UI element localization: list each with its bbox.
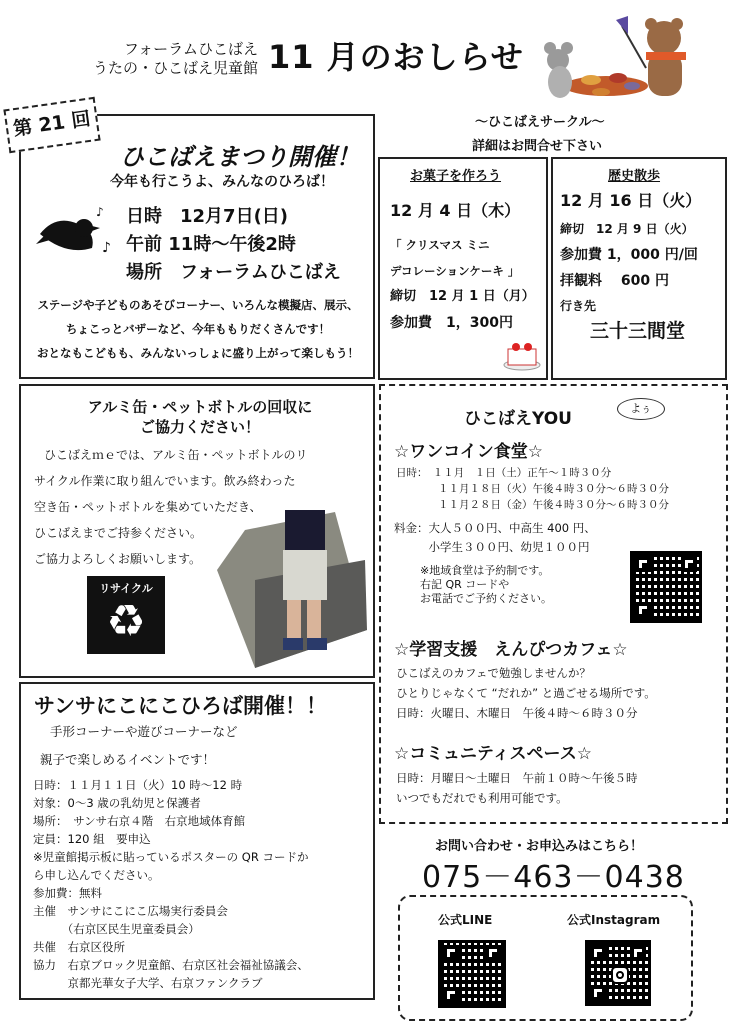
onecoin-note-3: お電話でご予約ください。 xyxy=(420,592,552,605)
sansa-title: サンサにこにこひろば開催！！ xyxy=(34,694,327,718)
festival-place: 場所 フォーラムひこばえ xyxy=(126,262,341,283)
sansa-detail-line: 日時：１１月１１日（火）10 時～12 時 xyxy=(33,778,243,792)
circle-title: ～ひこばえサークル～ xyxy=(475,115,605,130)
festival-desc-3: おとなもこどもも、みんないっしょに盛り上がって楽しもう！ xyxy=(37,346,359,360)
instagram-icon xyxy=(611,966,629,984)
onecoin-date-3: １１月２８日（金）午後４時３０分～６時３０分 xyxy=(396,499,669,511)
festival-desc-1: ステージや子どものあそびコーナー、いろんな模擬店、展示、 xyxy=(37,298,359,312)
you-title: ひこばえYOU xyxy=(464,409,572,429)
sweets-details xyxy=(390,196,535,336)
sweets-date: 12 月 4 日（木） xyxy=(390,201,521,220)
onecoin-note-1: ※地域食堂は予約制です。 xyxy=(420,564,550,577)
org-name xyxy=(82,40,258,78)
sansa-detail-line: 共催 右京区役所 xyxy=(33,940,125,954)
recycle-logo-text: リサイクル xyxy=(99,582,153,595)
sweets-item-2: デコレーションケーキ 」 xyxy=(390,264,520,278)
recycle-text-2: サイクル作業に取り組んでいます。飲み終わった xyxy=(34,474,296,488)
page-title: 11 月のおしらせ xyxy=(268,38,524,76)
line-qr-code[interactable] xyxy=(438,940,506,1008)
sansa-detail-line: 主催 サンサにこにこ広場実行委員会 xyxy=(33,904,228,918)
sansa-detail-line: 参加費：無料 xyxy=(33,886,102,900)
history-details xyxy=(560,186,701,344)
festival-details xyxy=(126,203,341,287)
sweets-fee: 参加費 1，300円 xyxy=(390,315,513,331)
onecoin-fee-1: 料金：大人５００円、中高生 400 円、 xyxy=(394,521,596,535)
edition-badge: 第 21 回 xyxy=(3,97,100,153)
onecoin-schedule xyxy=(396,465,669,513)
contact-label: お問い合わせ・お申込みはこちら！ xyxy=(435,839,644,854)
autumn-animals-illustration xyxy=(536,8,706,108)
study-line-1: ひこばえのカフェで勉強しませんか？ xyxy=(396,666,591,680)
speech-bubble: よぅ xyxy=(617,398,665,420)
onecoin-note-2: 右記 QR コードや xyxy=(420,578,510,591)
sansa-detail-line: ら申し込んでください。 xyxy=(33,868,160,882)
onecoin-fees xyxy=(394,519,596,557)
onecoin-note xyxy=(420,564,552,606)
sweets-title: お菓子を作ろう xyxy=(410,169,502,184)
sansa-intro-1: 手形コーナーや遊びコーナーなど xyxy=(50,724,238,739)
org-line2: うたの・ひこばえ児童館 xyxy=(92,59,258,77)
sansa-details xyxy=(33,776,309,992)
circle-note: 詳細はお問合せ下さい xyxy=(472,139,603,154)
org-line1: フォーラムひこばえ xyxy=(123,40,258,58)
svg-text:♪: ♪ xyxy=(96,205,104,219)
sansa-intro-2: 親子で楽しめるイベントです！ xyxy=(40,752,216,767)
recycle-text-5: ご協力よろしくお願いします。 xyxy=(34,552,202,566)
sansa-detail-line: 協力 右京ブロック児童館、右京区社会福祉協議会、 xyxy=(33,958,309,972)
svg-text:♪: ♪ xyxy=(102,240,111,256)
sansa-detail-line: 定員：120 組 要申込 xyxy=(33,832,151,846)
festival-description xyxy=(30,293,366,365)
history-fee: 参加費 1，000 円/回 xyxy=(560,247,698,263)
child-photo xyxy=(215,510,370,670)
sansa-detail-line: ※児童館掲示板に貼っているポスターの QR コードか xyxy=(33,850,309,864)
sansa-detail-line: 場所： サンサ右京４階 右京地域体育館 xyxy=(33,814,246,828)
community-line-1: 日時：月曜日～土曜日 午前１０時～午後５時 xyxy=(396,771,638,785)
festival-time: 午前 11時～午後2時 xyxy=(126,234,296,255)
reservation-qr-code[interactable] xyxy=(630,551,702,623)
cake-icon xyxy=(502,333,542,373)
community-title: ☆コミュニティスペース☆ xyxy=(394,744,592,764)
recycle-title-2: ご協力ください！ xyxy=(139,418,260,436)
recycle-text-1: ひこばえｍｅでは、アルミ缶・ペットボトルのリ xyxy=(44,448,308,462)
history-date: 12 月 16 日（火） xyxy=(560,191,702,210)
recycle-text-3: 空き缶・ペットボトルを集めていただき、 xyxy=(34,500,262,514)
onecoin-title: ☆ワンコイン食堂☆ xyxy=(394,442,543,462)
recycle-title xyxy=(50,397,350,437)
festival-title: ひこばえまつり開催！ xyxy=(120,143,360,171)
history-admission: 拝観料 600 円 xyxy=(560,273,669,289)
sansa-detail-line: 京都光華女子大学、右京ファンクラブ xyxy=(33,976,263,990)
recycle-title-1: アルミ缶・ペットボトルの回収に xyxy=(87,398,313,416)
recycle-arrows-icon: ♻ xyxy=(106,596,146,647)
history-destination: 三十三間堂 xyxy=(590,320,686,342)
instagram-qr-code[interactable] xyxy=(585,940,651,1006)
history-dest-label: 行き先 xyxy=(560,299,597,313)
onecoin-date-1: 日時： １１月 １日（土）正午～１時３０分 xyxy=(396,467,612,479)
songbird-icon xyxy=(36,204,116,260)
history-title: 歴史散歩 xyxy=(608,169,661,184)
phone-number[interactable]: 075－463－0438 xyxy=(422,860,685,895)
onecoin-fee-2: 小学生３００円、幼児１００円 xyxy=(394,540,590,554)
study-line-3: 日時：火曜日、木曜日 午後４時～６時３０分 xyxy=(396,706,638,720)
study-title: ☆学習支援 えんぴつカフェ☆ xyxy=(394,640,628,660)
instagram-label: 公式Instagram xyxy=(567,913,661,927)
study-line-2: ひとりじゃなくて “だれか” と過ごせる場所です。 xyxy=(396,686,656,700)
sansa-detail-line: 対象：0～3 歳の乳幼児と保護者 xyxy=(33,796,201,810)
festival-desc-2: ちょこっとバザーなど、今年ももりだくさんです！ xyxy=(65,322,331,336)
onecoin-date-2: １１月１８日（火）午後４時３０分～６時３０分 xyxy=(396,483,669,495)
festival-subtitle: 今年も行こうよ、みんなのひろば！ xyxy=(110,174,334,190)
community-line-2: いつでもだれでも利用可能です。 xyxy=(396,791,568,805)
history-deadline: 締切 12 月 9 日（火） xyxy=(560,222,694,236)
study-details xyxy=(396,663,656,723)
line-label: 公式LINE xyxy=(438,913,493,927)
sweets-item-1: 「 クリスマス ミニ xyxy=(390,238,490,252)
recycle-text-4: ひこばえまでご持参ください。 xyxy=(34,526,203,540)
sansa-detail-line: （右京区民生児童委員会） xyxy=(33,922,200,936)
recycle-logo xyxy=(87,576,165,654)
festival-date: 日時 12月7日(日) xyxy=(126,206,289,227)
community-details xyxy=(396,768,638,808)
sweets-deadline: 締切 12 月 1 日（月） xyxy=(390,289,535,304)
